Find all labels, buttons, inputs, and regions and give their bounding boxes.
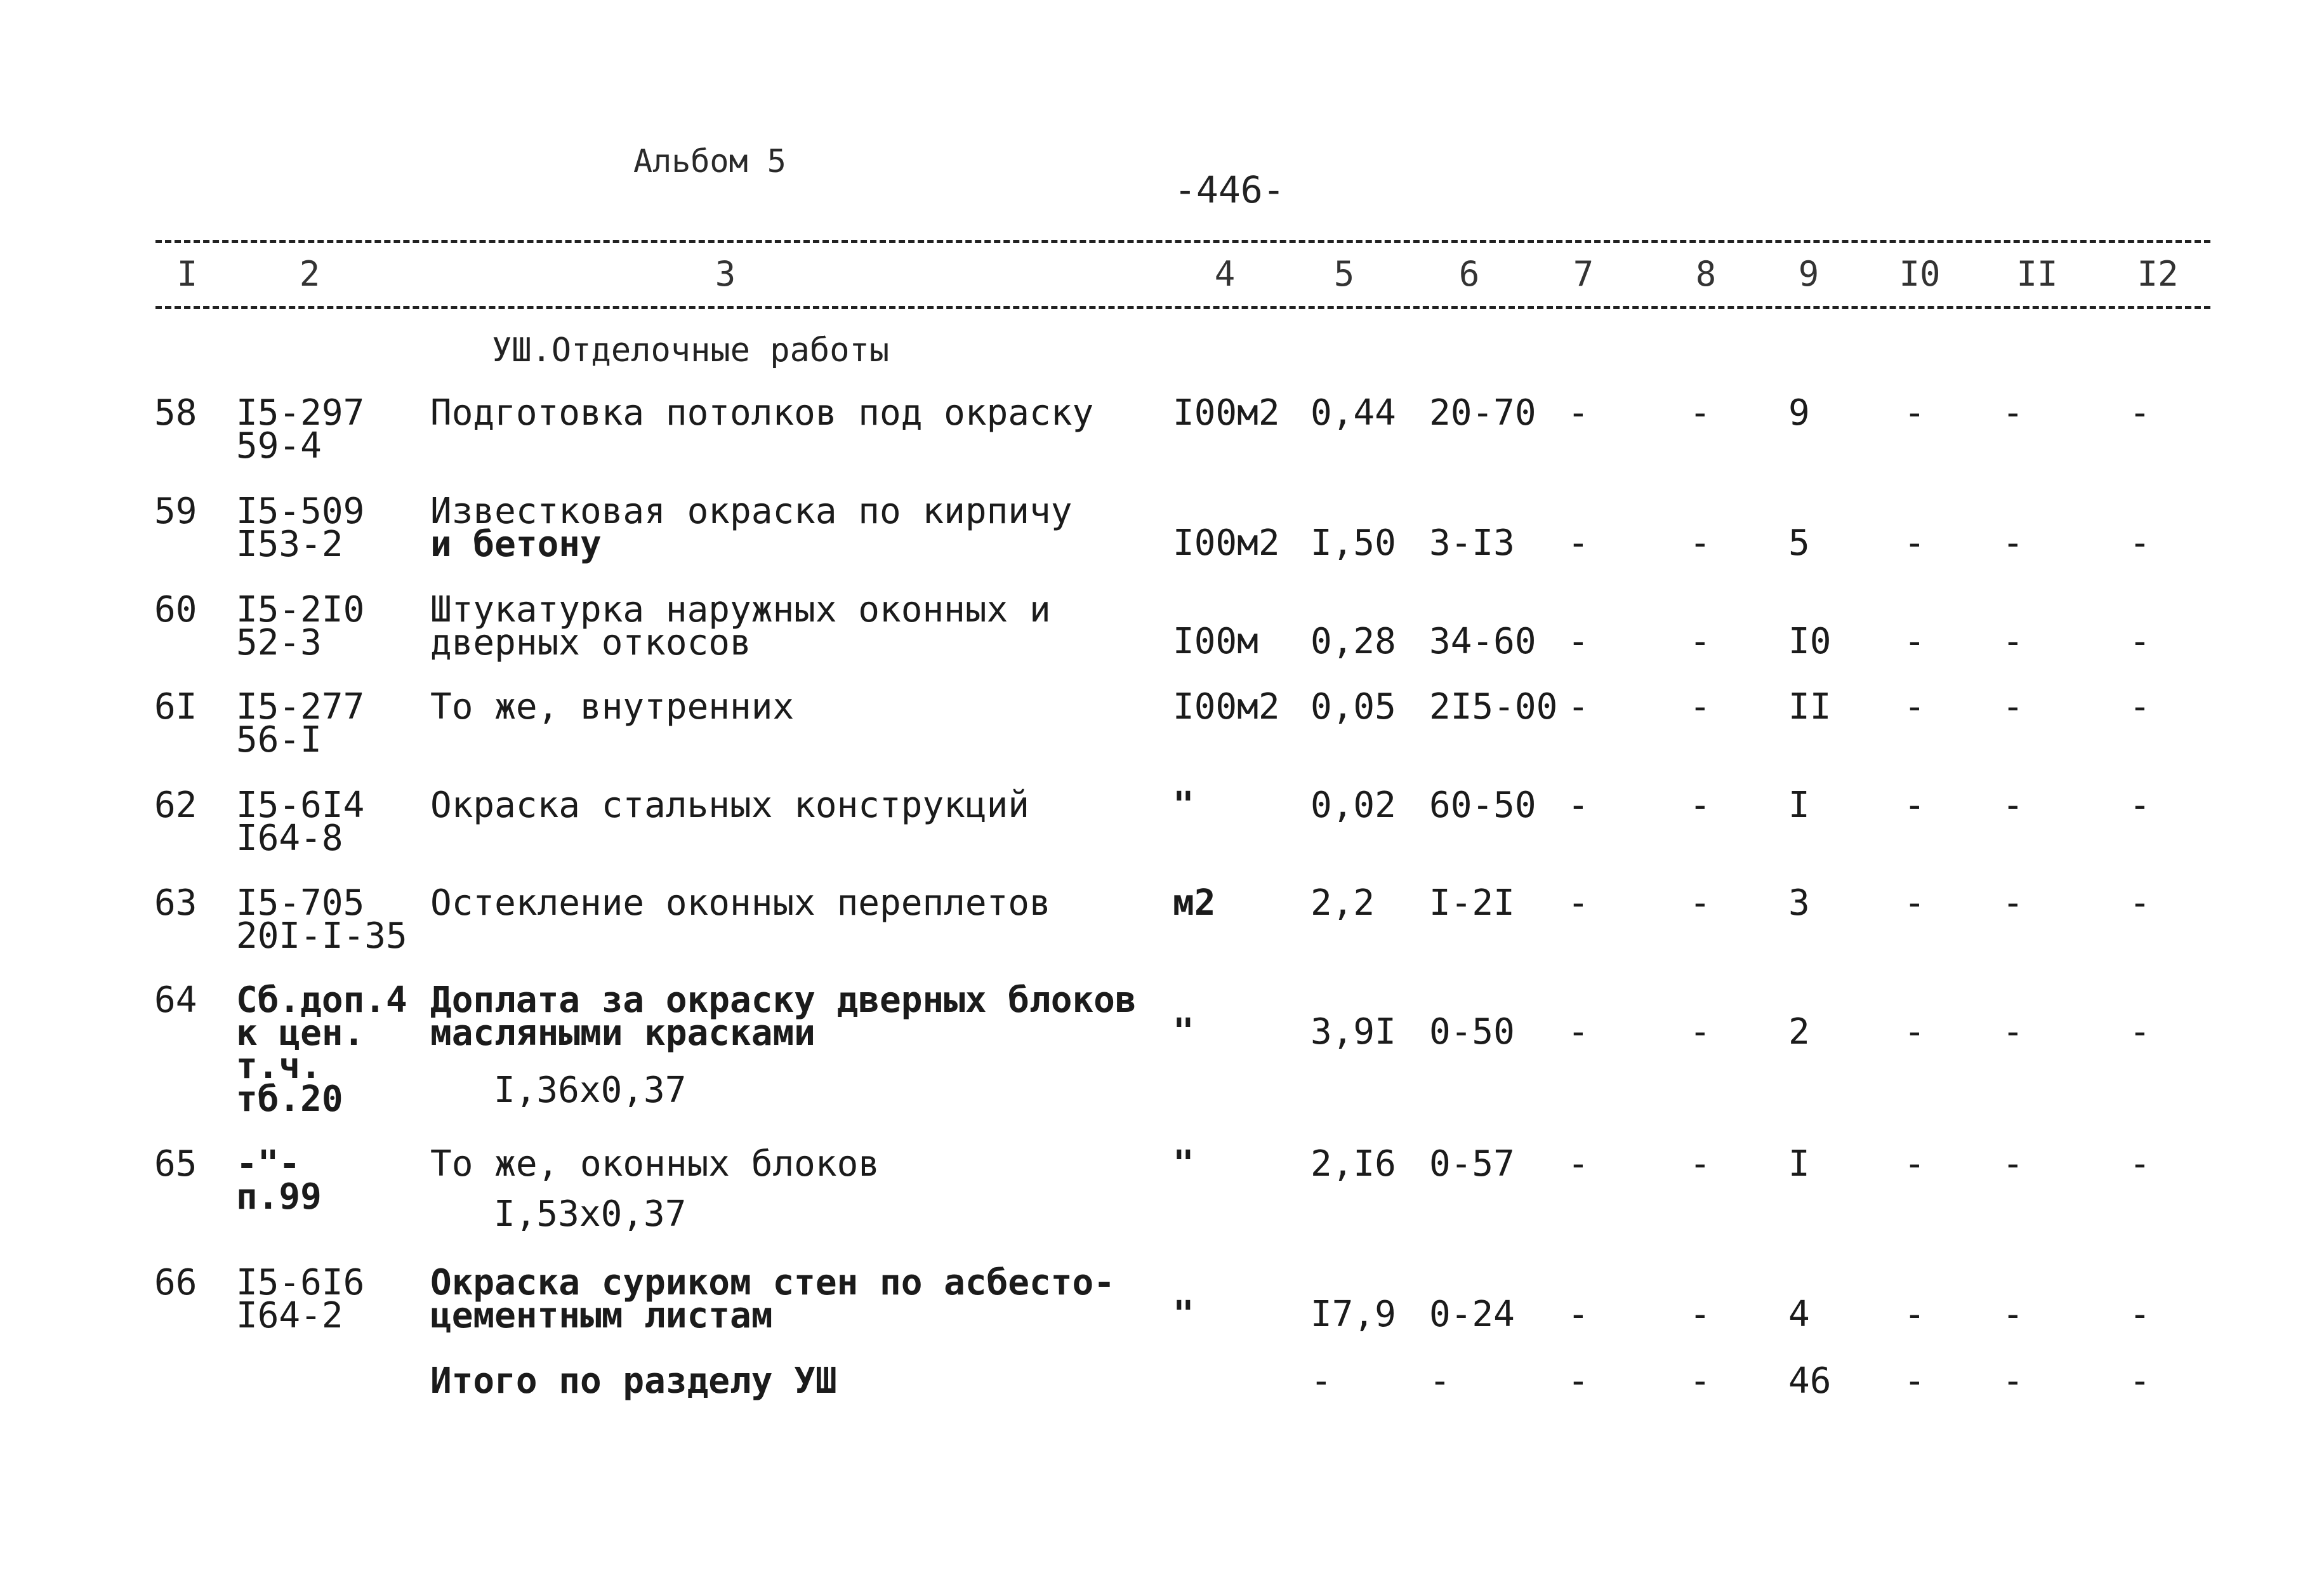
row-unit: ": [1173, 785, 1194, 826]
row-quantity: 2,2: [1311, 882, 1375, 924]
row-quantity: 0,44: [1311, 392, 1396, 434]
row-description: Известковая окраска по кирпичу и бетону: [430, 491, 1073, 565]
album-label: Альбом 5: [633, 143, 786, 180]
row-formula: I,53х0,37: [494, 1193, 687, 1235]
row-code: I5-297 59-4: [236, 392, 365, 467]
row-col10: -: [1904, 882, 1925, 924]
col-header-2: 2: [299, 254, 320, 294]
row-unit: I00м2: [1173, 686, 1280, 728]
row-quantity: I7,9: [1311, 1294, 1396, 1335]
row-description: Штукатурка наружных оконных и дверных откосов: [430, 589, 1051, 663]
total-col5: -: [1311, 1360, 1332, 1402]
row-description: Окраска стальных конструкций: [430, 785, 1030, 826]
row-description: Остекление оконных переплетов: [430, 882, 1051, 924]
total-col11: -: [2002, 1360, 2024, 1402]
row-number: 64: [154, 980, 197, 1021]
row-col11: -: [2002, 686, 2024, 728]
row-price: 20-70: [1429, 392, 1536, 434]
row-number: 58: [154, 392, 197, 434]
row-number: 62: [154, 785, 197, 826]
row-col10: -: [1904, 1011, 1925, 1053]
col-header-7: 7: [1573, 254, 1594, 294]
col-header-3: 3: [715, 254, 736, 294]
row-col12: -: [2129, 522, 2151, 564]
row-price: 0-24: [1429, 1294, 1515, 1335]
row-col7: -: [1568, 686, 1589, 728]
row-price: 2I5-00: [1429, 686, 1558, 728]
row-col11: -: [2002, 882, 2024, 924]
row-number: 6I: [154, 686, 197, 728]
row-col8: -: [1689, 621, 1711, 662]
row-code: I5-2I0 52-3: [236, 589, 365, 663]
row-col8: -: [1689, 785, 1711, 826]
row-col12: -: [2129, 686, 2151, 728]
row-col11: -: [2002, 1143, 2024, 1185]
row-quantity: I,50: [1311, 522, 1396, 564]
header-bottom-rule: [155, 306, 2210, 309]
row-col7: -: [1568, 882, 1589, 924]
row-unit: ": [1173, 1143, 1194, 1185]
row-col9: II: [1788, 686, 1832, 728]
row-col11: -: [2002, 522, 2024, 564]
row-code: I5-705 20I-I-35: [236, 882, 407, 957]
row-description: То же, внутренних: [430, 686, 795, 728]
total-col6: -: [1429, 1360, 1451, 1402]
row-col11: -: [2002, 621, 2024, 662]
row-col8: -: [1689, 1011, 1711, 1053]
row-col8: -: [1689, 686, 1711, 728]
row-col12: -: [2129, 882, 2151, 924]
row-col9: 3: [1788, 882, 1810, 924]
row-quantity: 0,05: [1311, 686, 1396, 728]
row-col7: -: [1568, 785, 1589, 826]
row-col8: -: [1689, 522, 1711, 564]
row-col11: -: [2002, 1011, 2024, 1053]
row-price: 0-50: [1429, 1011, 1515, 1053]
row-col12: -: [2129, 392, 2151, 434]
row-price: 34-60: [1429, 621, 1536, 662]
page-number: -446-: [1174, 168, 1285, 211]
row-price: 60-50: [1429, 785, 1536, 826]
col-header-11: II: [2016, 254, 2058, 294]
row-unit: м2: [1173, 882, 1216, 924]
row-description: Подготовка потолков под окраску: [430, 392, 1094, 434]
row-number: 66: [154, 1262, 197, 1303]
row-col12: -: [2129, 1143, 2151, 1185]
col-header-1: I: [176, 254, 198, 294]
row-quantity: 2,I6: [1311, 1143, 1396, 1185]
total-col8: -: [1689, 1360, 1711, 1402]
row-col11: -: [2002, 785, 2024, 826]
row-number: 59: [154, 491, 197, 532]
total-col10: -: [1904, 1360, 1925, 1402]
row-description: То же, оконных блоков: [430, 1143, 880, 1185]
col-header-8: 8: [1695, 254, 1717, 294]
row-col8: -: [1689, 392, 1711, 434]
row-unit: I00м2: [1173, 392, 1280, 434]
row-code: I5-509 I53-2: [236, 491, 365, 565]
total-col12: -: [2129, 1360, 2151, 1402]
row-quantity: 0,28: [1311, 621, 1396, 662]
row-col9: 4: [1788, 1294, 1810, 1335]
col-header-6: 6: [1458, 254, 1480, 294]
row-code: I5-6I4 I64-8: [236, 785, 365, 859]
col-header-9: 9: [1798, 254, 1819, 294]
row-col12: -: [2129, 1294, 2151, 1335]
row-code: I5-6I6 I64-2: [236, 1262, 365, 1336]
row-col9: 9: [1788, 392, 1810, 434]
row-unit: I00м: [1173, 621, 1258, 662]
row-formula: I,36х0,37: [494, 1070, 687, 1111]
row-number: 63: [154, 882, 197, 924]
row-col8: -: [1689, 882, 1711, 924]
total-col7: -: [1568, 1360, 1589, 1402]
row-col10: -: [1904, 522, 1925, 564]
row-number: 65: [154, 1143, 197, 1185]
row-quantity: 0,02: [1311, 785, 1396, 826]
row-col7: -: [1568, 522, 1589, 564]
row-price: 0-57: [1429, 1143, 1515, 1185]
row-col9: 2: [1788, 1011, 1810, 1053]
row-col9: I: [1788, 1143, 1810, 1185]
row-code: -"- п.99: [236, 1143, 322, 1218]
row-col7: -: [1568, 1011, 1589, 1053]
row-col12: -: [2129, 785, 2151, 826]
row-col7: -: [1568, 1294, 1589, 1335]
row-col10: -: [1904, 686, 1925, 728]
row-col10: -: [1904, 785, 1925, 826]
row-code: I5-277 56-I: [236, 686, 365, 761]
row-col9: I: [1788, 785, 1810, 826]
row-description: Доплата за окраску дверных блоков масляными красками: [430, 980, 1137, 1054]
row-quantity: 3,9I: [1311, 1011, 1396, 1053]
row-col9: I0: [1788, 621, 1832, 662]
row-price: I-2I: [1429, 882, 1515, 924]
row-col12: -: [2129, 621, 2151, 662]
row-col8: -: [1689, 1294, 1711, 1335]
row-col10: -: [1904, 621, 1925, 662]
row-unit: I00м2: [1173, 522, 1280, 564]
row-col10: -: [1904, 392, 1925, 434]
row-col11: -: [2002, 1294, 2024, 1335]
row-unit: ": [1173, 1294, 1194, 1335]
row-description: Окраска суриком стен по асбесто- цементным листам: [430, 1262, 1115, 1336]
row-number: 60: [154, 589, 197, 630]
col-header-10: I0: [1899, 254, 1941, 294]
total-label: Итого по разделу УШ: [430, 1360, 837, 1402]
row-col12: -: [2129, 1011, 2151, 1053]
row-price: 3-I3: [1429, 522, 1515, 564]
row-col8: -: [1689, 1143, 1711, 1185]
col-header-12: I2: [2137, 254, 2179, 294]
row-code: Сб.доп.4 к цен. т.ч. тб.20: [236, 980, 407, 1120]
row-unit: ": [1173, 1011, 1194, 1053]
col-header-4: 4: [1214, 254, 1236, 294]
row-col7: -: [1568, 1143, 1589, 1185]
total-col9: 46: [1788, 1360, 1832, 1402]
row-col11: -: [2002, 392, 2024, 434]
header-top-rule: [155, 240, 2210, 243]
col-header-5: 5: [1333, 254, 1355, 294]
section-title: УШ.Отделочные работы: [492, 331, 890, 369]
row-col10: -: [1904, 1143, 1925, 1185]
row-col7: -: [1568, 621, 1589, 662]
row-col10: -: [1904, 1294, 1925, 1335]
row-col7: -: [1568, 392, 1589, 434]
row-col9: 5: [1788, 522, 1810, 564]
